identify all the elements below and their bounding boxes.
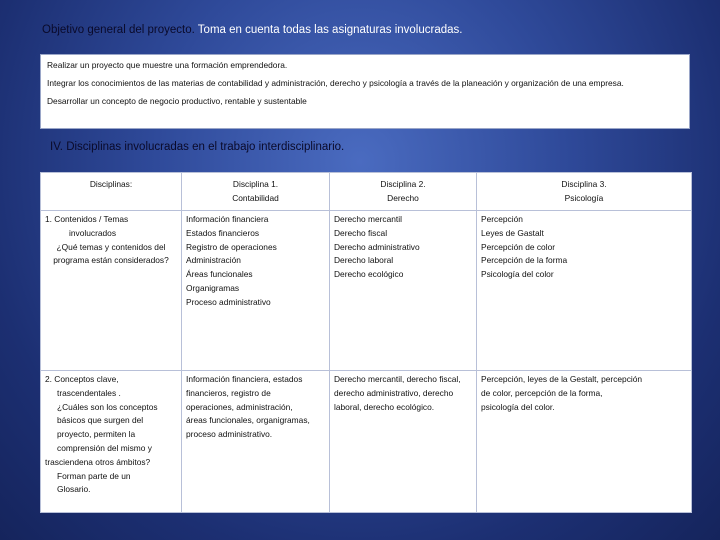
objective-line: Desarrollar un concepto de negocio productivo, rentable y sustentable [47,96,307,106]
cell-line: psicología del color. [481,401,555,412]
cell-line: Derecho administrativo [334,241,420,252]
cell-line: 1. Contenidos / Temas [45,214,129,224]
title-subtitle: Toma en cuenta todas las asignaturas involucradas. [197,24,463,36]
cell-line: financieros, registro de [186,387,271,398]
cell-line: Percepción [481,214,523,224]
cell-line: trasciendena otros ámbitos? [45,456,151,467]
header-cell [182,173,330,211]
cell-line: Derecho [387,192,419,203]
cell-line: Información financiera [186,214,269,224]
objective-line: Integrar los conocimientos de las materias de contabilidad y administración, derecho y psicología a través de la planeación y organización de una empresa. [47,78,624,88]
row-label-cell [41,211,182,371]
cell-line: Áreas funcionales [186,269,253,280]
header-cell [41,173,182,211]
cell-line: proceso administrativo. [186,429,273,440]
cell-line: involucrados [69,227,117,238]
table-row [41,211,692,371]
objective-box [40,54,690,129]
title-main: Objetivo general del proyecto. [42,24,195,36]
table-cell [477,211,692,371]
cell-line: Contabilidad [232,192,279,203]
cell-line: 2. Conceptos clave, [45,374,119,384]
cell-line: derecho administrativo, derecho [334,387,454,398]
cell-line: comprensión del mismo y [57,442,152,453]
cell-line: Disciplina 3. [561,179,607,189]
cell-line: básicos que surgen del [57,415,144,426]
table-cell [182,371,330,513]
cell-line: Derecho ecológico [334,269,404,280]
cell-line: Organigramas [186,282,240,293]
cell-line: Leyes de Gastalt [481,227,544,238]
cell-line: ¿Cuáles son los conceptos [57,401,158,412]
table-cell [330,371,477,513]
table-cell [330,211,477,371]
cell-line: Psicología [564,192,604,203]
cell-line: Forman parte de un [57,470,131,481]
section-heading: IV. Disciplinas involucradas en el trabajo interdisciplinario. [50,141,345,153]
objective-line: Realizar un proyecto que muestre una formación emprendedora. [47,60,288,70]
cell-line: Glosario. [57,484,91,495]
cell-line: programa están considerados? [53,255,169,266]
cell-line: Derecho fiscal [334,227,388,238]
cell-line: Registro de operaciones [186,241,277,252]
header-cell [477,173,692,211]
cell-line: Información financiera, estados [186,374,303,384]
row-label-cell [41,371,182,513]
cell-line: proyecto, permiten la [57,429,136,440]
slide-title [42,24,702,36]
table-header-row [41,173,692,211]
cell-line: Administración [186,255,241,266]
cell-line: de color, percepción de la forma, [481,387,603,398]
cell-line: Psicología del color [481,269,554,280]
table-row [41,371,692,513]
cell-line: ¿Qué temas y contenidos del [56,241,166,252]
cell-line: operaciones, administración, [186,401,293,412]
cell-line: trascendentales . [57,387,121,398]
cell-line: Derecho laboral [334,255,394,266]
cell-line: Disciplina 2. [380,179,426,189]
cell-line: Disciplina 1. [232,179,279,189]
cell-line: Derecho mercantil [334,214,402,224]
cell-line: Percepción de color [481,241,556,252]
cell-line: Percepción de la forma [481,255,568,266]
disciplines-table [40,172,692,513]
cell-line: laboral, derecho ecológico. [334,401,435,412]
cell-line: Percepción, leyes de la Gestalt, percepción [481,374,643,384]
cell-line: Estados financieros [186,227,260,238]
cell-line: Derecho mercantil, derecho fiscal, [334,374,461,384]
table-cell [182,211,330,371]
cell-line: Disciplinas: [89,179,133,189]
cell-line: áreas funcionales, organigramas, [186,415,310,426]
cell-line: Proceso administrativo [186,296,271,307]
header-cell [330,173,477,211]
table-cell [477,371,692,513]
